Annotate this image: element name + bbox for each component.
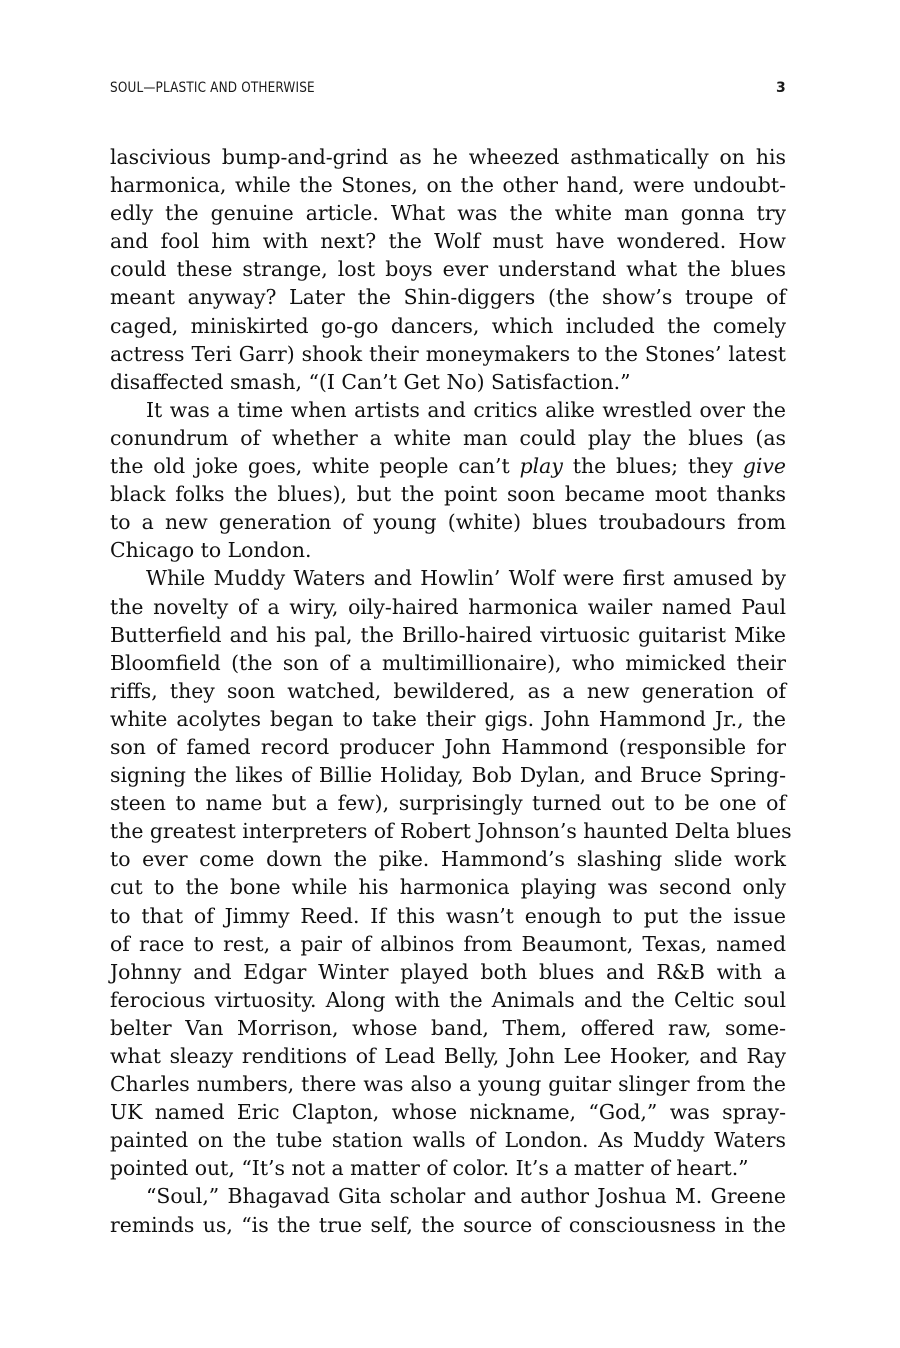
text-line: painted on the tube station walls of London. As Muddy Waters: [110, 1128, 786, 1153]
text-line: to ever come down the pike. Hammond’s slashing slide work: [110, 847, 786, 872]
text-line: meant anyway? Later the Shin-diggers (the show’s troupe of: [110, 285, 786, 310]
text-line-with-italics: [110, 452, 786, 480]
text-line: lascivious bump-and-grind as he wheezed asthmatically on his: [110, 145, 786, 169]
text-line: conundrum of whether a white man could play the blues (as: [110, 425, 786, 450]
text-line: pointed out, “It’s not a matter of color. It’s a matter of heart.”: [110, 1156, 749, 1181]
text-line: Bloomfield (the son of a multimillionaire), who mimicked their: [110, 650, 786, 675]
text-line: and fool him with next? the Wolf must have wondered. How: [110, 229, 786, 254]
text-line: ferocious virtuosity. Along with the Animals and the Celtic soul: [110, 987, 786, 1012]
text-line: cut to the bone while his harmonica playing was second only: [110, 875, 786, 900]
running-title: SOUL—PLASTIC AND OTHERWISE: [110, 80, 315, 96]
text-line: belter Van Morrison, whose band, Them, offered raw, some-: [110, 1015, 786, 1040]
text-line: actress Teri Garr) shook their moneymakers to the Stones’ latest: [110, 341, 786, 366]
paragraph-start-line: It was a time when artists and critics alike wrestled over the: [146, 397, 786, 422]
italic-word-play: play: [519, 454, 563, 479]
running-head: [110, 78, 786, 98]
text-line: riffs, they soon watched, bewildered, as a new generation of: [110, 678, 786, 703]
body-text: [110, 143, 792, 1239]
text-line: disaffected smash, “(I Can’t Get No) Satisfaction.”: [110, 369, 631, 394]
text-line: UK named Eric Clapton, whose nickname, “God,” was spray-: [110, 1100, 786, 1125]
text-segment: the blues; they: [562, 454, 743, 479]
text-line: edly the genuine article. What was the white man gonna try: [110, 201, 786, 226]
text-line: of race to rest, a pair of albinos from Beaumont, Texas, named: [110, 931, 786, 956]
text-line: caged, miniskirted go-go dancers, which included the comely: [110, 313, 786, 338]
text-line: harmonica, while the Stones, on the other hand, were undoubt-: [110, 173, 786, 198]
text-line: Chicago to London.: [110, 538, 312, 563]
text-line: steen to name but a few), surprisingly turned out to be one of: [110, 791, 786, 816]
page-number: 3: [776, 80, 786, 96]
text-line: to that of Jimmy Reed. If this wasn’t enough to put the issue: [110, 903, 786, 928]
text-line: Charles numbers, there was also a young guitar slinger from the: [110, 1072, 786, 1097]
text-line: signing the likes of Billie Holiday, Bob Dylan, and Bruce Spring-: [110, 763, 786, 788]
paragraph-start-line: While Muddy Waters and Howlin’ Wolf were first amused by: [146, 566, 786, 591]
paragraph-start-line: “Soul,” Bhagavad Gita scholar and author Joshua M. Greene: [146, 1184, 786, 1209]
text-line: the novelty of a wiry, oily-haired harmonica wailer named Paul: [110, 594, 786, 619]
text-line: reminds us, “is the true self, the source of consciousness in the: [110, 1212, 786, 1237]
text-line: Johnny and Edgar Winter played both blues and R&B with a: [110, 959, 786, 984]
text-line: white acolytes began to take their gigs. John Hammond Jr., the: [110, 706, 786, 731]
text-line: son of famed record producer John Hammond (responsible for: [110, 734, 786, 759]
text-line: could these strange, lost boys ever understand what the blues: [110, 257, 786, 282]
text-line: Butterfield and his pal, the Brillo-haired virtuosic guitarist Mike: [110, 622, 786, 647]
text-line: to a new generation of young (white) blues troubadours from: [110, 510, 786, 535]
text-segment: the old joke goes, white people can’t: [110, 454, 520, 479]
text-line: the greatest interpreters of Robert Johnson’s haunted Delta blues: [110, 819, 792, 844]
text-line: black folks the blues), but the point soon became moot thanks: [110, 482, 786, 507]
text-line: what sleazy renditions of Lead Belly, John Lee Hooker, and Ray: [110, 1044, 786, 1068]
italic-word-give: give: [742, 454, 786, 479]
